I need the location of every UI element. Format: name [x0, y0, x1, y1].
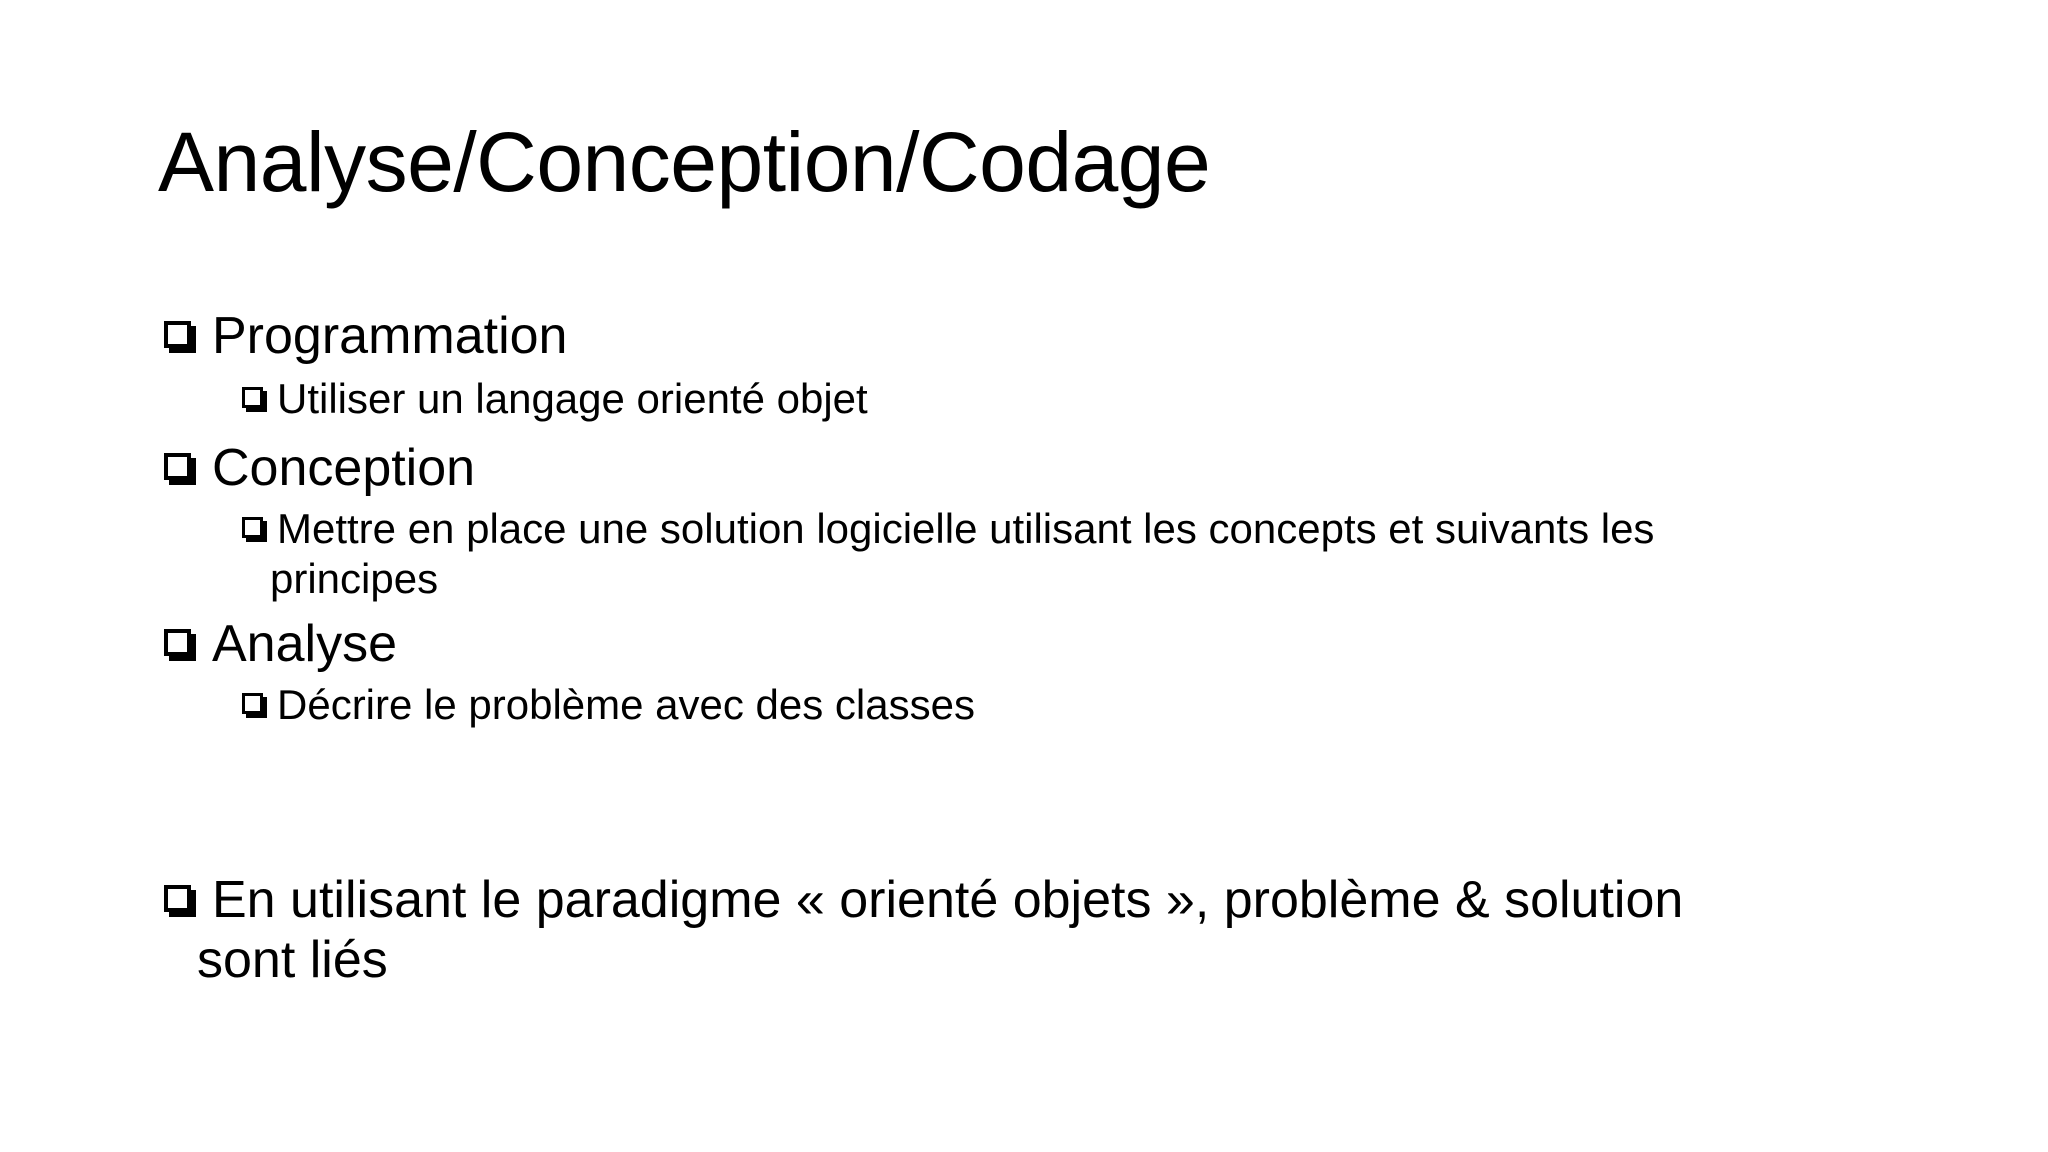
checkbox-bullet-icon: [242, 387, 263, 408]
bullet-paradigme: [160, 870, 1880, 990]
sub-bullet-conception: [160, 504, 1880, 604]
checkbox-bullet-icon: [164, 453, 191, 480]
sub-bullet-programmation: [160, 374, 1880, 424]
slide-content: [160, 306, 1880, 990]
checkbox-bullet-icon: [164, 885, 191, 912]
sub-bullet-label: Décrire le problème avec des classes: [277, 681, 975, 728]
bullet-label: Programmation: [212, 307, 568, 365]
bullet-label: Analyse: [212, 615, 397, 673]
sub-bullet-label-line1: Mettre en place une solution logicielle utilisant les concepts et suivants les: [277, 505, 1655, 552]
sub-bullet-label: Utiliser un langage orienté objet: [277, 375, 868, 422]
slide-title: Analyse/Conception/Codage: [158, 115, 1211, 209]
checkbox-bullet-icon: [164, 629, 191, 656]
bullet-label-line2: sont liés: [197, 931, 388, 989]
checkbox-bullet-icon: [164, 321, 191, 348]
bullet-label: Conception: [212, 439, 476, 497]
checkbox-bullet-icon: [242, 693, 263, 714]
bullet-label-line1: En utilisant le paradigme « orienté objets », problème & solution: [212, 871, 1684, 929]
bullet-conception: [160, 438, 1880, 498]
bullet-analyse: [160, 614, 1880, 674]
bullet-programmation: [160, 306, 1880, 366]
checkbox-bullet-icon: [242, 517, 263, 538]
sub-bullet-label-line2: principes: [270, 555, 439, 602]
sub-bullet-analyse: [160, 680, 1880, 730]
